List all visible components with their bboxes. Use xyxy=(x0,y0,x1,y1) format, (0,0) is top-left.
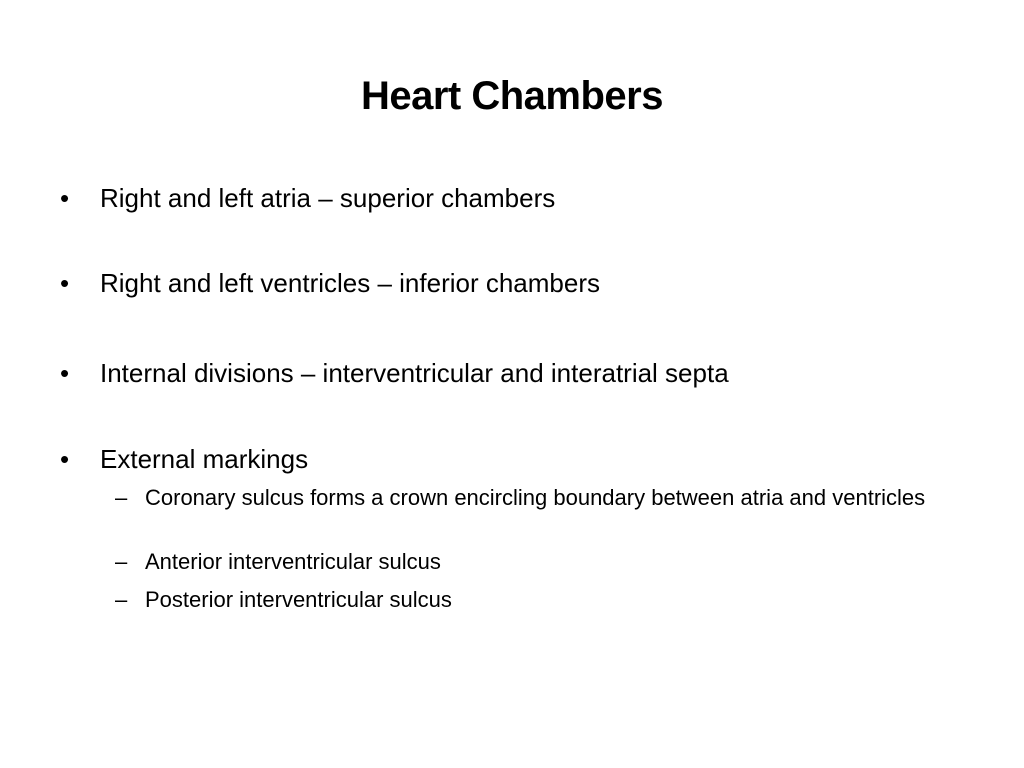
sub-bullet-text: Anterior interventricular sulcus xyxy=(145,549,441,574)
bullet-marker: • xyxy=(60,358,70,388)
slide-title: Heart Chambers xyxy=(360,74,663,118)
dash-marker: – xyxy=(115,549,128,574)
bullet-text: Internal divisions – interventricular and interatrial septa xyxy=(100,358,729,388)
dash-marker: – xyxy=(115,587,128,612)
bullet-marker: • xyxy=(60,183,70,213)
bullet-marker: • xyxy=(60,444,70,474)
bullet-text: External markings xyxy=(100,444,309,474)
sub-bullet-text: Coronary sulcus forms a crown encircling boundary between atria and ventricles xyxy=(145,485,926,510)
sub-bullet-text: Posterior interventricular sulcus xyxy=(145,587,452,612)
bullet-marker: • xyxy=(60,268,70,298)
bullet-text: Right and left atria – superior chambers xyxy=(100,183,556,213)
dash-marker: – xyxy=(115,485,128,510)
bullet-text: Right and left ventricles – inferior chambers xyxy=(100,268,601,298)
